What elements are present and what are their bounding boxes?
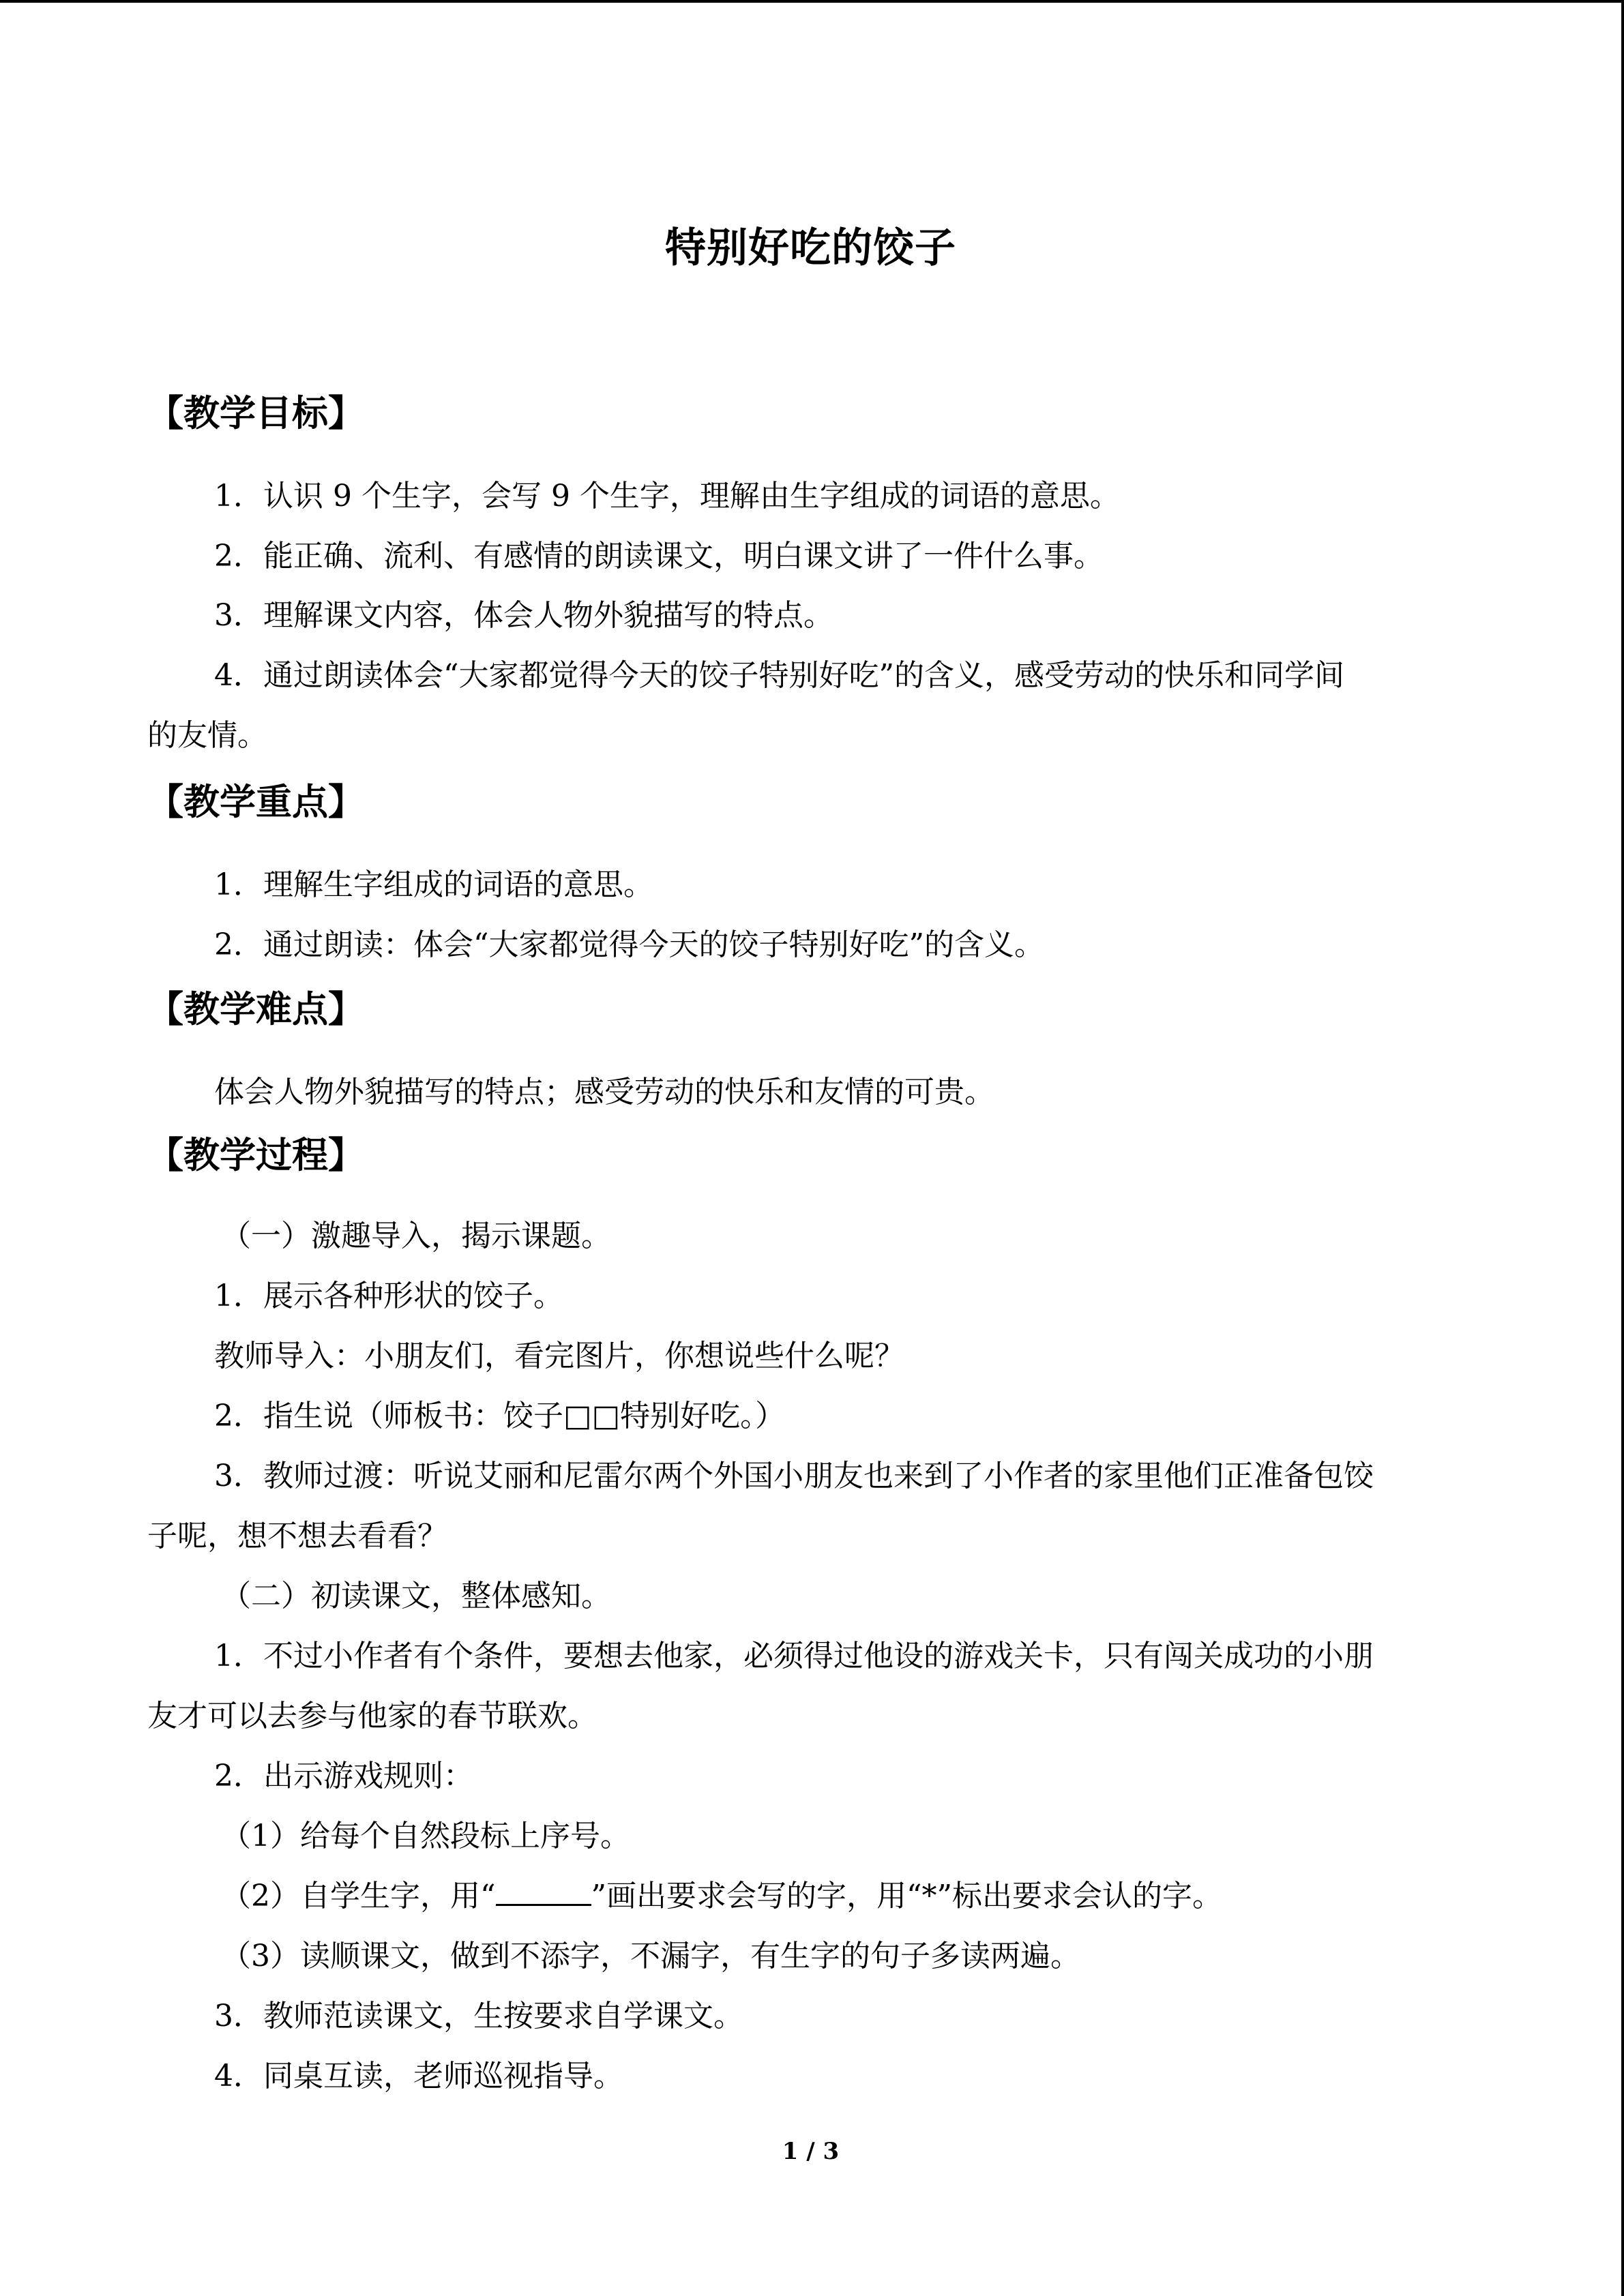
game-rule-text-start: （2）自学生字，用“ [221, 1879, 496, 1913]
section-heading-difficulties: 【教学难点】 [147, 988, 364, 1030]
process-step: 2．指生说（师板书：饺子□□特别好吃。） [214, 1399, 786, 1433]
goal-item: 3．理解课文内容，体会人物外貌描写的特点。 [214, 598, 833, 633]
process-step: （一）激趣导入，揭示课题。 [221, 1219, 611, 1253]
document-title: 特别好吃的饺子 [665, 224, 956, 272]
section-heading-goals: 【教学目标】 [147, 392, 364, 434]
game-rule-item: （3）读顺课文，做到不添字，不漏字，有生字的句子多读两遍。 [221, 1939, 1080, 1973]
process-step: 1．不过小作者有个条件，要想去他家，必须得过他设的游戏关卡，只有闯关成功的小朋 [214, 1639, 1374, 1673]
process-step: （二）初读课文，整体感知。 [221, 1579, 611, 1613]
process-step: 1．展示各种形状的饺子。 [214, 1279, 563, 1313]
process-step: 3．教师过渡：听说艾丽和尼雷尔两个外国小朋友也来到了小作者的家里他们正准备包饺 [214, 1459, 1374, 1493]
goal-item: 4．通过朗读体会“大家都觉得今天的饺子特别好吃”的含义，感受劳动的快乐和同学间 [214, 658, 1344, 693]
difficulty-item: 体会人物外貌描写的特点；感受劳动的快乐和友情的可贵。 [214, 1075, 994, 1109]
goal-item-continuation: 的友情。 [147, 718, 267, 753]
game-rule-item: （1）给每个自然段标上序号。 [221, 1819, 630, 1853]
key-point-item: 2．通过朗读：体会“大家都觉得今天的饺子特别好吃”的含义。 [214, 927, 1044, 962]
process-step: 3．教师范读课文，生按要求自学课文。 [214, 1999, 743, 2033]
game-rule-item [221, 1877, 1477, 1915]
game-rule-text-end: ”画出要求会写的字，用“*”标出要求会认的字。 [591, 1879, 1222, 1913]
section-heading-process: 【教学过程】 [147, 1134, 364, 1176]
page-number: 1 / 3 [782, 2138, 840, 2165]
process-step: 教师导入：小朋友们，看完图片，你想说些什么呢？ [214, 1339, 904, 1373]
blank-underline [496, 1878, 591, 1906]
goal-item: 2．能正确、流利、有感情的朗读课文，明白课文讲了一件什么事。 [214, 539, 1104, 573]
section-heading-key-points: 【教学重点】 [147, 781, 364, 823]
goal-item: 1．认识 9 个生字，会写 9 个生字，理解由生字组成的词语的意思。 [214, 479, 1120, 513]
process-step: 4．同桌互读，老师巡视指导。 [214, 2059, 623, 2093]
process-step: 2．出示游戏规则： [214, 1759, 473, 1793]
process-step-continuation: 友才可以去参与他家的春节联欢。 [147, 1699, 597, 1733]
process-step-continuation: 子呢，想不想去看看？ [147, 1519, 447, 1553]
key-point-item: 1．理解生字组成的词语的意思。 [214, 867, 653, 902]
